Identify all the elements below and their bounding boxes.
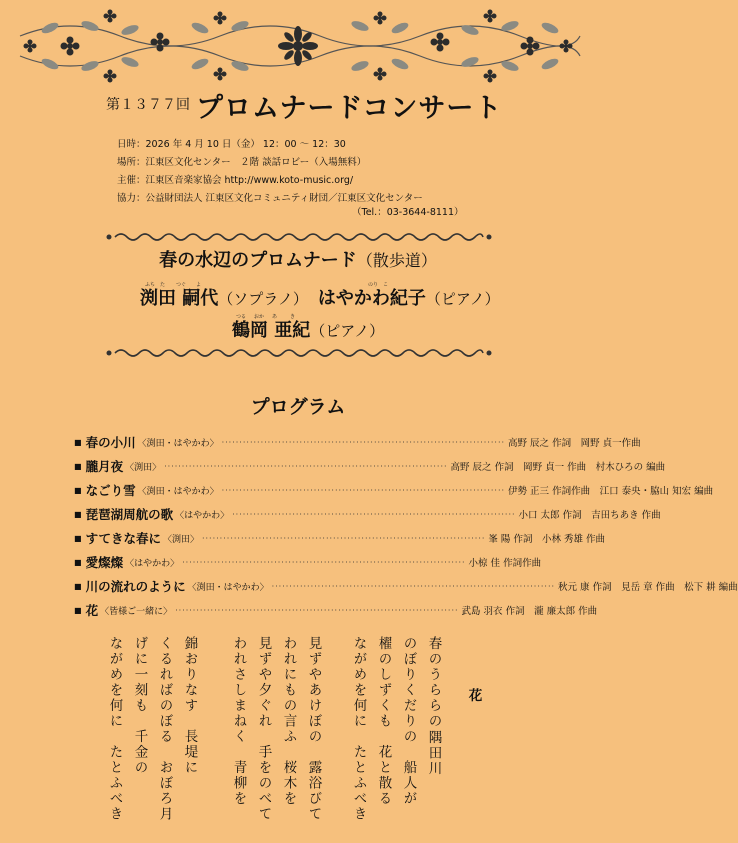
event-cooperation: 協力：公益財団法人 江東区文化コミュニティ財団／江東区文化センター [117,193,423,204]
program-item [74,526,605,550]
event-datetime: 日時：2026 年 4 月 10 日（金） 12：00 ～ 12：30 [117,139,346,150]
program-credits: 秋元 康 作詞 見岳 章 作曲 松下 耕 編曲 [558,582,738,593]
subtitle-paren: （散歩道） [356,251,437,270]
event-organizer[interactable]: 主催：江東区音楽家協会 http://www.koto-music.org/ [117,175,354,186]
lyrics-line: われにもの言ふ 桜木を [280,636,297,807]
program-performers: 〈皆様ご一緒に〉 [100,606,173,617]
program-title: 愛燦燦 [85,555,124,570]
program-title: 琵琶湖周航の歌 [85,507,174,522]
concert-subtitle [0,246,596,272]
event-tel: （Tel.：03-3644-8111） [352,207,464,218]
program-item [74,502,661,526]
bullet-square-icon: ■ [74,605,82,615]
program-item [74,598,598,622]
program-credits: 武島 羽衣 作詞 瀧 廉太郎 作曲 [461,606,598,617]
ruby-text: よ [196,282,202,288]
leader-dots: ················································································ [221,437,506,447]
program-performers: 〈はやかわ〉 [125,558,180,569]
program-performers: 〈渕田・はやかわ〉 [137,438,219,449]
subtitle-main: 春の水辺のプロムナード [159,250,357,271]
program-title: 朧月夜 [85,459,124,474]
lyrics-line: われさしまねく 青柳を [230,636,247,807]
leader-dots: ················································································ [164,461,448,471]
leader-dots: ················································································ [232,509,516,519]
bullet-square-icon: ■ [74,437,82,447]
program-item [74,430,641,454]
performers-line-1 [140,284,500,310]
program-title: なごり雪 [85,483,136,498]
program-credits: 峯 陽 作詞 小林 秀雄 作曲 [488,534,605,545]
ruby-text: こ [383,282,389,288]
program-performers: 〈渕田・はやかわ〉 [187,582,269,593]
bullet-square-icon: ■ [74,509,82,519]
program-item [74,574,738,598]
program-item [74,550,542,574]
concert-title: プロムナードコンサート [196,93,503,124]
leader-dots: ················································································ [182,557,466,567]
bullet-square-icon: ■ [74,485,82,495]
performer-role: （ピアノ） [425,290,500,308]
event-info [117,136,423,208]
lyrics-title: 花 [465,688,482,704]
performers-line-2 [232,316,384,342]
ruby-text: つぐ [176,282,187,288]
ruby-text: のり [368,282,379,288]
program-credits: 小椋 佳 作詞作曲 [468,558,542,569]
program-credits: 高野 辰之 作詞 岡野 貞一 作曲 村木ひろの 編曲 [450,462,666,473]
performer-name: 渕田 嗣代 [140,288,219,309]
lyrics-line: 春のうららの [425,636,442,729]
performer-name: 鶴岡 亜紀 [232,320,311,341]
leader-dots: ················································································ [271,581,556,591]
leader-dots: ················································································ [201,533,486,543]
bullet-square-icon: ■ [74,461,82,471]
ornamental-divider-icon [105,346,493,360]
lyrics-line: くるればのぼる おぼろ月 [156,636,173,822]
program-title: 春の小川 [85,435,136,450]
event-place: 場所：江東区文化センター ２階 談話ロビー（入場無料） [117,157,367,168]
ruby-text: ふち [145,282,156,288]
program-credits: 高野 辰之 作詞 岡野 貞一作曲 [508,438,641,449]
program-performers: 〈渕田〉 [162,534,199,545]
program-list [74,430,738,622]
performer-name: はやかわ紀子 [317,288,426,309]
program-title: 川の流れのように [85,579,186,594]
lyrics-line: ながめを何に たとふべき [350,636,367,822]
ruby-text: あ [272,314,278,320]
lyrics-line: 見ずや夕ぐれ 手をのべて [255,636,272,822]
ruby-text: おか [254,314,265,320]
bullet-square-icon: ■ [74,533,82,543]
lyrics-line: 見ずやあけぼの 露浴びて [305,636,322,822]
performer-role: （ピアノ） [310,322,385,340]
performer-role: （ソプラノ） [218,290,308,308]
floral-border-icon [10,6,586,86]
program-credits: 小口 太郎 作詞 吉田ちあき 作曲 [518,510,661,521]
lyrics-line: のぼりくだりの 船人が [400,636,417,807]
lyrics-block [100,636,500,836]
lyrics-line: 錦おりなす 長堤に [181,636,198,776]
program-performers: 〈渕田・はやかわ〉 [137,486,219,497]
lyrics-line: げに一刻も 千金の [131,636,148,776]
leader-dots: ················································································ [221,485,506,495]
ruby-text: き [290,314,296,320]
lyrics-author: 隅田川 [425,730,442,777]
program-title: すてきな春に [85,531,161,546]
program-heading: プログラム [250,396,346,418]
program-credits: 伊勢 正三 作詞作曲 江口 泰央・脇山 知宏 編曲 [508,486,714,497]
lyrics-line: 櫂のしずくも 花と散る [375,636,392,807]
concert-number: 第１３７７回 [106,97,190,113]
program-title: 花 [85,603,99,618]
program-item [74,478,714,502]
ornamental-divider-icon [105,230,493,244]
ruby-text: た [160,282,166,288]
bullet-square-icon: ■ [74,557,82,567]
bullet-square-icon: ■ [74,581,82,591]
program-item [74,454,666,478]
program-performers: 〈渕田〉 [125,462,162,473]
program-performers: 〈はやかわ〉 [175,510,230,521]
lyrics-line: ながめを何に たとふべき [106,636,123,822]
leader-dots: ················································································ [175,605,459,615]
ruby-text: つる [236,314,247,320]
